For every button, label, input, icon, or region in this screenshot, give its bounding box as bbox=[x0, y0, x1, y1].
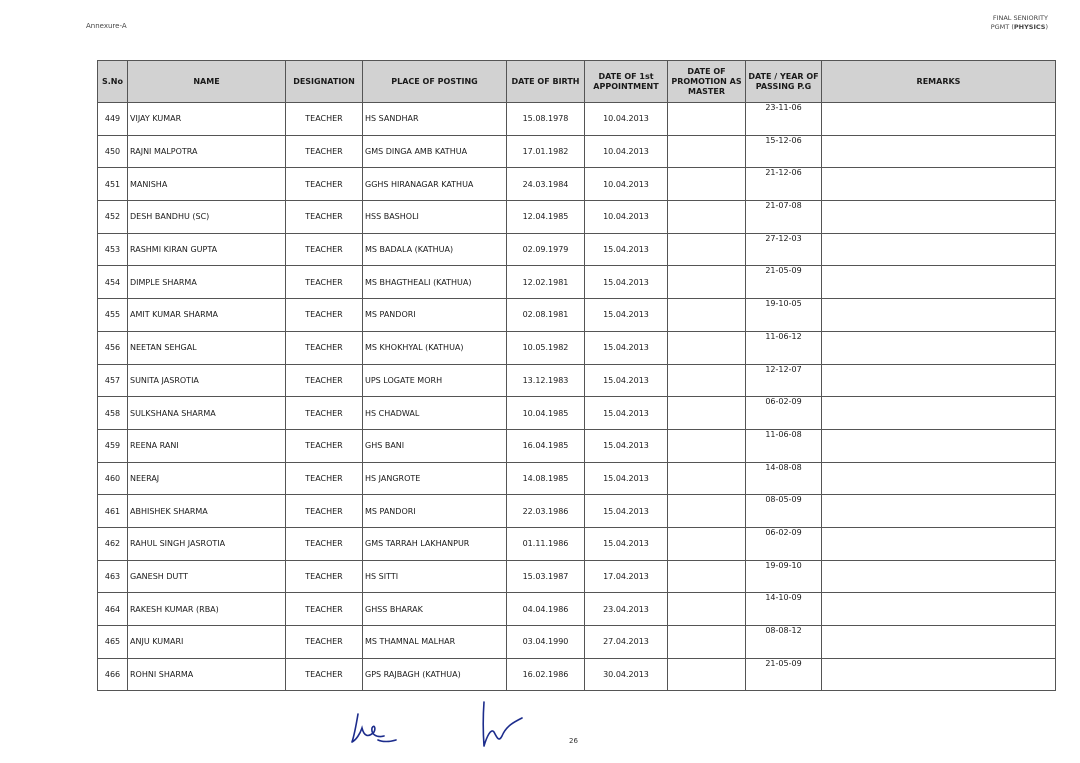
cell-name: ROHNI SHARMA bbox=[128, 658, 286, 691]
cell-promotion bbox=[668, 299, 746, 332]
cell-name: RAHUL SINGH JASROTIA bbox=[128, 527, 286, 560]
header-place: PLACE OF POSTING bbox=[363, 61, 507, 103]
cell-name: AMIT KUMAR SHARMA bbox=[128, 299, 286, 332]
cell-dob: 15.08.1978 bbox=[507, 103, 585, 136]
cell-name: NEETAN SEHGAL bbox=[128, 331, 286, 364]
cell-sno: 463 bbox=[98, 560, 128, 593]
cell-dob: 22.03.1986 bbox=[507, 495, 585, 528]
cell-dob: 24.03.1984 bbox=[507, 168, 585, 201]
cell-dob: 12.04.1985 bbox=[507, 201, 585, 234]
cell-remarks bbox=[822, 201, 1056, 234]
cell-remarks bbox=[822, 658, 1056, 691]
cell-place: GMS TARRAH LAKHANPUR bbox=[363, 527, 507, 560]
cell-sno: 464 bbox=[98, 593, 128, 626]
cell-promotion bbox=[668, 103, 746, 136]
table-header bbox=[98, 61, 1056, 103]
table-row bbox=[98, 331, 1056, 364]
header-dob: DATE OF BIRTH bbox=[507, 61, 585, 103]
cell-remarks bbox=[822, 168, 1056, 201]
cell-sno: 466 bbox=[98, 658, 128, 691]
cell-sno: 460 bbox=[98, 462, 128, 495]
cell-remarks bbox=[822, 560, 1056, 593]
seniority-table bbox=[97, 60, 1056, 691]
cell-place: MS THAMNAL MALHAR bbox=[363, 626, 507, 659]
cell-designation: TEACHER bbox=[286, 560, 363, 593]
table-row bbox=[98, 560, 1056, 593]
document-heading bbox=[991, 14, 1048, 32]
cell-pg: 21-05-09 bbox=[746, 266, 822, 299]
cell-dob: 15.03.1987 bbox=[507, 560, 585, 593]
cell-promotion bbox=[668, 397, 746, 430]
cell-remarks bbox=[822, 331, 1056, 364]
cell-remarks bbox=[822, 593, 1056, 626]
cell-place: HS CHADWAL bbox=[363, 397, 507, 430]
cell-sno: 459 bbox=[98, 429, 128, 462]
cell-place: UPS LOGATE MORH bbox=[363, 364, 507, 397]
cell-appointment: 15.04.2013 bbox=[585, 462, 668, 495]
cell-appointment: 15.04.2013 bbox=[585, 233, 668, 266]
cell-appointment: 10.04.2013 bbox=[585, 135, 668, 168]
cell-designation: TEACHER bbox=[286, 429, 363, 462]
header-designation: DESIGNATION bbox=[286, 61, 363, 103]
cell-designation: TEACHER bbox=[286, 364, 363, 397]
cell-designation: TEACHER bbox=[286, 201, 363, 234]
cell-name: RASHMI KIRAN GUPTA bbox=[128, 233, 286, 266]
cell-promotion bbox=[668, 495, 746, 528]
cell-place: MS KHOKHYAL (KATHUA) bbox=[363, 331, 507, 364]
cell-sno: 453 bbox=[98, 233, 128, 266]
cell-appointment: 27.04.2013 bbox=[585, 626, 668, 659]
cell-remarks bbox=[822, 299, 1056, 332]
cell-dob: 16.04.1985 bbox=[507, 429, 585, 462]
cell-designation: TEACHER bbox=[286, 495, 363, 528]
cell-pg: 11-06-12 bbox=[746, 331, 822, 364]
header-remarks: REMARKS bbox=[822, 61, 1056, 103]
table-row bbox=[98, 658, 1056, 691]
cell-remarks bbox=[822, 495, 1056, 528]
cell-designation: TEACHER bbox=[286, 331, 363, 364]
cell-name: REENA RANI bbox=[128, 429, 286, 462]
cell-remarks bbox=[822, 527, 1056, 560]
cell-dob: 17.01.1982 bbox=[507, 135, 585, 168]
cell-remarks bbox=[822, 266, 1056, 299]
cell-place: GHS BANI bbox=[363, 429, 507, 462]
table-row bbox=[98, 299, 1056, 332]
cell-appointment: 15.04.2013 bbox=[585, 429, 668, 462]
cell-remarks bbox=[822, 364, 1056, 397]
cell-pg: 21-12-06 bbox=[746, 168, 822, 201]
header-promotion: DATE OF PROMOTION AS MASTER bbox=[668, 61, 746, 103]
cell-name: GANESH DUTT bbox=[128, 560, 286, 593]
cell-sno: 451 bbox=[98, 168, 128, 201]
cell-sno: 457 bbox=[98, 364, 128, 397]
cell-appointment: 23.04.2013 bbox=[585, 593, 668, 626]
cell-promotion bbox=[668, 168, 746, 201]
cell-place: GHSS BHARAK bbox=[363, 593, 507, 626]
cell-pg: 21-07-08 bbox=[746, 201, 822, 234]
cell-appointment: 10.04.2013 bbox=[585, 168, 668, 201]
annexure-label: Annexure-A bbox=[86, 22, 127, 30]
cell-promotion bbox=[668, 364, 746, 397]
cell-pg: 15-12-06 bbox=[746, 135, 822, 168]
cell-pg: 14-10-09 bbox=[746, 593, 822, 626]
cell-name: ANJU KUMARI bbox=[128, 626, 286, 659]
cell-promotion bbox=[668, 429, 746, 462]
cell-name: RAJNI MALPOTRA bbox=[128, 135, 286, 168]
cell-place: GMS DINGA AMB KATHUA bbox=[363, 135, 507, 168]
cell-appointment: 17.04.2013 bbox=[585, 560, 668, 593]
cell-sno: 465 bbox=[98, 626, 128, 659]
cell-dob: 01.11.1986 bbox=[507, 527, 585, 560]
header-pg: DATE / YEAR OF PASSING P.G bbox=[746, 61, 822, 103]
cell-promotion bbox=[668, 331, 746, 364]
cell-place: MS BADALA (KATHUA) bbox=[363, 233, 507, 266]
heading-line-1: FINAL SENIORITY bbox=[992, 14, 1048, 22]
cell-remarks bbox=[822, 626, 1056, 659]
page-number: 26 bbox=[569, 737, 578, 745]
cell-name: DIMPLE SHARMA bbox=[128, 266, 286, 299]
table-row bbox=[98, 593, 1056, 626]
cell-appointment: 15.04.2013 bbox=[585, 331, 668, 364]
cell-appointment: 15.04.2013 bbox=[585, 364, 668, 397]
cell-promotion bbox=[668, 626, 746, 659]
cell-place: HS SITTI bbox=[363, 560, 507, 593]
cell-name: MANISHA bbox=[128, 168, 286, 201]
table-row bbox=[98, 626, 1056, 659]
cell-appointment: 15.04.2013 bbox=[585, 527, 668, 560]
cell-designation: TEACHER bbox=[286, 233, 363, 266]
cell-remarks bbox=[822, 397, 1056, 430]
table-row bbox=[98, 103, 1056, 136]
cell-pg: 12-12-07 bbox=[746, 364, 822, 397]
cell-appointment: 15.04.2013 bbox=[585, 266, 668, 299]
cell-designation: TEACHER bbox=[286, 299, 363, 332]
cell-appointment: 15.04.2013 bbox=[585, 397, 668, 430]
cell-dob: 10.05.1982 bbox=[507, 331, 585, 364]
cell-dob: 02.08.1981 bbox=[507, 299, 585, 332]
cell-promotion bbox=[668, 658, 746, 691]
signature-2 bbox=[478, 700, 528, 750]
signature-1 bbox=[348, 712, 398, 746]
cell-promotion bbox=[668, 201, 746, 234]
table-row bbox=[98, 495, 1056, 528]
cell-sno: 449 bbox=[98, 103, 128, 136]
cell-promotion bbox=[668, 462, 746, 495]
table-row bbox=[98, 233, 1056, 266]
cell-dob: 13.12.1983 bbox=[507, 364, 585, 397]
cell-sno: 452 bbox=[98, 201, 128, 234]
cell-appointment: 10.04.2013 bbox=[585, 201, 668, 234]
cell-name: DESH BANDHU (SC) bbox=[128, 201, 286, 234]
cell-promotion bbox=[668, 266, 746, 299]
cell-pg: 08-08-12 bbox=[746, 626, 822, 659]
table-body bbox=[98, 103, 1056, 691]
cell-place: HS JANGROTE bbox=[363, 462, 507, 495]
cell-name: RAKESH KUMAR (RBA) bbox=[128, 593, 286, 626]
header-sno: S.No bbox=[98, 61, 128, 103]
cell-appointment: 10.04.2013 bbox=[585, 103, 668, 136]
cell-designation: TEACHER bbox=[286, 135, 363, 168]
header-appointment: DATE OF 1st APPOINTMENT bbox=[585, 61, 668, 103]
cell-pg: 06-02-09 bbox=[746, 397, 822, 430]
cell-place: GPS RAJBAGH (KATHUA) bbox=[363, 658, 507, 691]
table-row bbox=[98, 364, 1056, 397]
cell-designation: TEACHER bbox=[286, 462, 363, 495]
cell-dob: 16.02.1986 bbox=[507, 658, 585, 691]
cell-sno: 450 bbox=[98, 135, 128, 168]
cell-designation: TEACHER bbox=[286, 626, 363, 659]
cell-sno: 458 bbox=[98, 397, 128, 430]
cell-pg: 19-10-05 bbox=[746, 299, 822, 332]
table-row bbox=[98, 397, 1056, 430]
heading-suffix: ) bbox=[1045, 23, 1048, 31]
table-row bbox=[98, 201, 1056, 234]
cell-sno: 456 bbox=[98, 331, 128, 364]
cell-pg: 14-08-08 bbox=[746, 462, 822, 495]
table-row bbox=[98, 462, 1056, 495]
cell-place: HSS BASHOLI bbox=[363, 201, 507, 234]
cell-appointment: 30.04.2013 bbox=[585, 658, 668, 691]
cell-place: HS SANDHAR bbox=[363, 103, 507, 136]
cell-name: SULKSHANA SHARMA bbox=[128, 397, 286, 430]
cell-pg: 27-12-03 bbox=[746, 233, 822, 266]
cell-sno: 455 bbox=[98, 299, 128, 332]
cell-dob: 02.09.1979 bbox=[507, 233, 585, 266]
cell-remarks bbox=[822, 462, 1056, 495]
cell-dob: 04.04.1986 bbox=[507, 593, 585, 626]
cell-name: VIJAY KUMAR bbox=[128, 103, 286, 136]
cell-sno: 461 bbox=[98, 495, 128, 528]
cell-place: MS BHAGTHEALI (KATHUA) bbox=[363, 266, 507, 299]
cell-pg: 21-05-09 bbox=[746, 658, 822, 691]
cell-promotion bbox=[668, 593, 746, 626]
cell-pg: 23-11-06 bbox=[746, 103, 822, 136]
cell-promotion bbox=[668, 135, 746, 168]
cell-designation: TEACHER bbox=[286, 397, 363, 430]
cell-promotion bbox=[668, 527, 746, 560]
cell-dob: 10.04.1985 bbox=[507, 397, 585, 430]
cell-promotion bbox=[668, 560, 746, 593]
cell-sno: 454 bbox=[98, 266, 128, 299]
cell-pg: 06-02-09 bbox=[746, 527, 822, 560]
cell-place: MS PANDORI bbox=[363, 495, 507, 528]
cell-appointment: 15.04.2013 bbox=[585, 299, 668, 332]
cell-dob: 12.02.1981 bbox=[507, 266, 585, 299]
heading-subject: PHYSICS bbox=[1013, 23, 1046, 31]
table-row bbox=[98, 168, 1056, 201]
cell-designation: TEACHER bbox=[286, 168, 363, 201]
cell-promotion bbox=[668, 233, 746, 266]
table-row bbox=[98, 135, 1056, 168]
cell-remarks bbox=[822, 233, 1056, 266]
cell-dob: 14.08.1985 bbox=[507, 462, 585, 495]
cell-designation: TEACHER bbox=[286, 527, 363, 560]
cell-remarks bbox=[822, 135, 1056, 168]
cell-pg: 19-09-10 bbox=[746, 560, 822, 593]
cell-pg: 11-06-08 bbox=[746, 429, 822, 462]
cell-sno: 462 bbox=[98, 527, 128, 560]
cell-remarks bbox=[822, 103, 1056, 136]
cell-dob: 03.04.1990 bbox=[507, 626, 585, 659]
cell-place: GGHS HIRANAGAR KATHUA bbox=[363, 168, 507, 201]
cell-designation: TEACHER bbox=[286, 593, 363, 626]
cell-appointment: 15.04.2013 bbox=[585, 495, 668, 528]
header-name: NAME bbox=[128, 61, 286, 103]
heading-line-2 bbox=[991, 23, 1048, 32]
cell-designation: TEACHER bbox=[286, 658, 363, 691]
table-row bbox=[98, 266, 1056, 299]
table-row bbox=[98, 527, 1056, 560]
cell-pg: 08-05-09 bbox=[746, 495, 822, 528]
cell-designation: TEACHER bbox=[286, 103, 363, 136]
cell-name: SUNITA JASROTIA bbox=[128, 364, 286, 397]
heading-prefix: PGMT ( bbox=[990, 23, 1014, 31]
cell-name: ABHISHEK SHARMA bbox=[128, 495, 286, 528]
cell-designation: TEACHER bbox=[286, 266, 363, 299]
cell-remarks bbox=[822, 429, 1056, 462]
table-row bbox=[98, 429, 1056, 462]
cell-name: NEERAJ bbox=[128, 462, 286, 495]
cell-place: MS PANDORI bbox=[363, 299, 507, 332]
